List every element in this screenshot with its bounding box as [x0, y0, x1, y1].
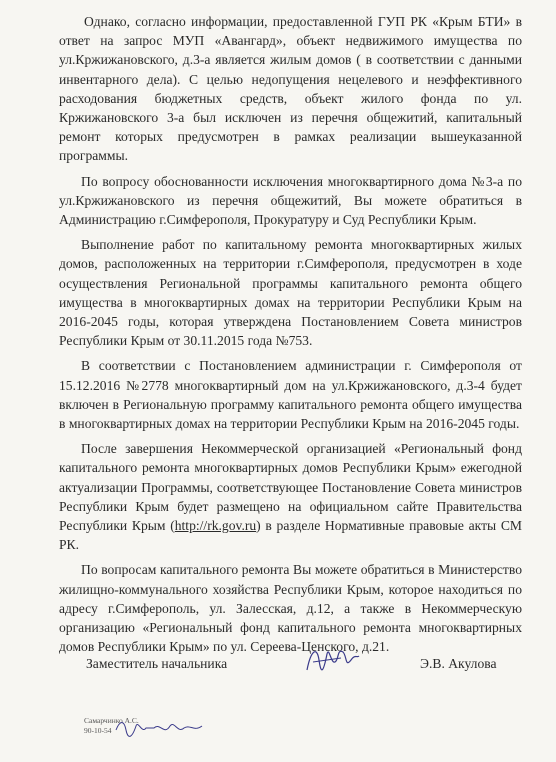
paragraph-4-text: В соответствии с Постановлением администрации г. Симферополя от 15.12.2016 №2778 многоквартирный дом на ул.Кржижановского, д.3-4 будет включен в Региональную программу капитального ремонта общего имущества в многоквартирных домах на территории Республики Крым на 2016-2045 годы.	[59, 358, 522, 432]
handwritten-signature	[301, 640, 361, 680]
paragraph-3-text: Выполнение работ по капитальному ремонта многоквартирных жилых домов, расположенных на территории г.Симферополя, предусмотрен в ходе осуществления Региональной программы капитального ремонта общего имущества в многоквартирных домах на территории Республики Крым на 2016-2045 годы, которая утверждена Постановлением Совета министров Республики Крым от 30.11.2015 года №753.	[59, 237, 522, 349]
paragraph-5-text-b: ) в разделе Нормативные правовые акты СМ РК.	[59, 518, 523, 553]
paragraph-4	[59, 356, 522, 433]
paragraph-1-text: Однако, согласно информации, предоставленной ГУП РК «Крым БТИ» в ответ на запрос МУП «Авангард», объект недвижимого имущества по ул.Кржижановского, д.3-а является жилым домов ( в соответствии с данными инвентарного дела). С целью недопущения нецелевого и неэффективного расходования бюджетных средств, объект жилого фонда по ул. Кржижановского 3-а был исключен из перечня общежитий, капитальный ремонт которых предусмотрен в рамках реализации вышеуказанной программы.	[59, 14, 522, 164]
paragraph-5-text-a: После завершения Некоммерческой организацией «Региональный фонд капитального ремонта многоквартирных домов Республики Крым» ежегодной актуализации Программы, соответствующее Постановление Совета министров Республики Крым будет размещено на официальном сайте Правительства Республики Крым (	[59, 441, 522, 534]
paragraph-1	[59, 12, 522, 166]
paragraph-6-text: По вопросам капитального ремонта Вы можете обратиться в Министерство жилищно-коммунального хозяйства Республики Крым, которое находиться по адресу г.Симферополь, ул. Залесская, д.12, а также в Некоммерческую организацию «Региональный фонд капитального ремонта многоквартирных домов Республики Крым» по ул. Сереева-Ценского, д.21.	[59, 562, 522, 655]
paragraph-5	[59, 439, 522, 554]
paragraph-2-text: По вопросу обоснованности исключения многоквартирного дома №3-а по ул.Кржижановского из перечня общежитий, Вы можете обратиться в Администрацию г.Симферополя, Прокуратуру и Суд Республики Крым.	[59, 173, 522, 228]
paragraph-6	[59, 560, 522, 656]
government-site-link[interactable]: http://rk.gov.ru	[174, 518, 257, 534]
letter-body	[59, 12, 522, 663]
executor-phone: 90-10-54	[84, 726, 112, 735]
paragraph-3	[59, 235, 522, 350]
executor-name: Самарчинко А.С.	[84, 716, 139, 725]
paragraph-2	[59, 172, 522, 230]
signatory-name: Э.В. Акулова	[420, 656, 497, 671]
executor-signature	[114, 716, 204, 742]
signature-block	[86, 656, 526, 680]
signatory-title: Заместитель начальника	[86, 656, 228, 671]
